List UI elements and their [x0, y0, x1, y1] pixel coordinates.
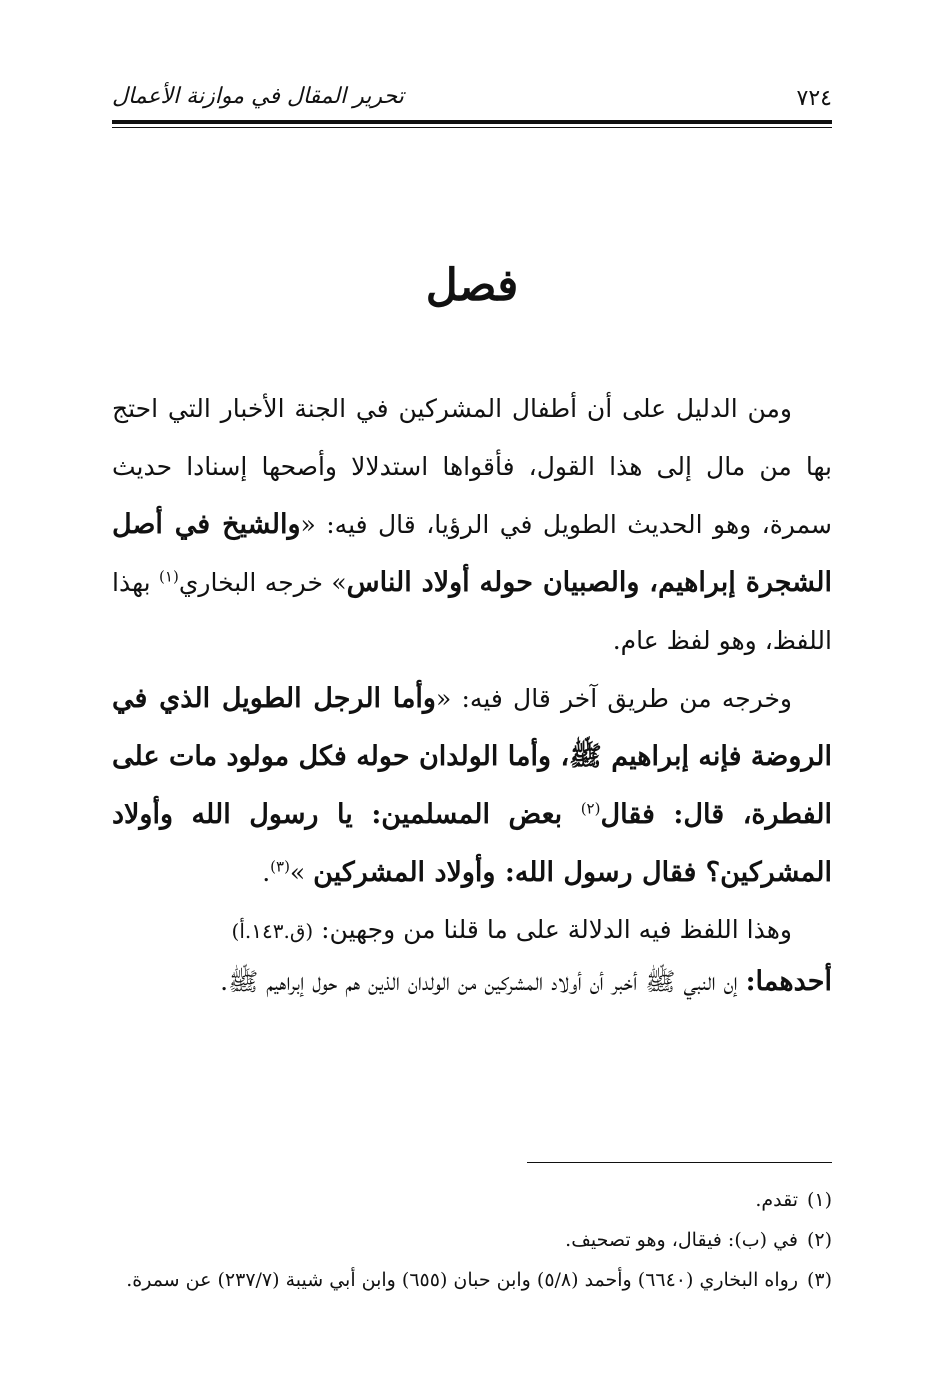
paragraph-1-text-b: » خرجه البخاري [178, 568, 347, 597]
footnote-1-text: تقدم. [755, 1189, 798, 1211]
footnote-2-number: (٢) [806, 1229, 832, 1251]
paragraph-4-lead: أحدهما: [745, 966, 832, 997]
main-text [112, 380, 832, 1011]
paragraph-3-text: وهذا اللفظ فيه الدلالة على ما قلنا من وجهين: [313, 915, 792, 944]
footnote-rule [527, 1162, 832, 1163]
paragraph-1-quote: والشيخ في أصل الشجرة إبراهيم، والصبيان حوله أولاد الناس [112, 509, 832, 598]
paragraph-2-text-a: وخرجه من طريق آخر قال فيه: « [435, 684, 792, 713]
header-rule-thin [112, 127, 832, 128]
footnote-3-text: رواه البخاري (٦٦٤٠) وأحمد (٥/٨) وابن حبان (٦٥٥) وابن أبي شيبة (٢٣٧/٧) عن سمرة. [126, 1269, 798, 1291]
footnotes [112, 1180, 832, 1300]
footnote-marker-3: (٣) [270, 857, 290, 876]
paragraph-2 [112, 670, 832, 902]
footnote-1 [112, 1180, 832, 1220]
footnote-marker-2: (٢) [580, 799, 601, 818]
header-rule-thick [112, 120, 832, 124]
paragraph-4-text: إن النبي ﷺ أخبر أن أولاد المشركين من الولدان الذين هم حول إبراهيم ﷺ. [220, 967, 746, 996]
page-number: ٧٢٤ [796, 86, 832, 111]
paragraph-1 [112, 380, 832, 670]
footnote-2-text: في (ب): فيقال، وهو تصحيف. [565, 1229, 798, 1251]
paragraph-2-text-b: » [289, 858, 314, 887]
paragraph-1-text-c: بهذا اللفظ، وهو لفظ عام. [112, 568, 832, 655]
manuscript-reference: (ق.١٤٣.أ) [231, 919, 314, 943]
footnote-2 [112, 1220, 832, 1260]
paragraph-3 [112, 908, 832, 953]
footnote-3 [112, 1260, 832, 1300]
footnote-marker-1: (١) [159, 567, 179, 586]
paragraph-4 [112, 953, 832, 1011]
paragraph-1-text-a: ومن الدليل على أن أطفال المشركين في الجنة الأخبار التي احتج بها من مال إلى هذا القول، فأقواها استدلالا وأصحها إسنادا حديث سمرة، وهو الحديث الطويل في الرؤيا، قال فيه: « [112, 394, 833, 539]
page-header [112, 82, 832, 118]
paragraph-2-text-c: . [262, 858, 271, 887]
paragraph-2-quote-b: بعض المسلمين: يا رسول الله وأولاد المشركين؟ فقال رسول الله: وأولاد المشركين [112, 799, 832, 888]
section-title: فصل [425, 260, 519, 311]
footnote-3-number: (٣) [806, 1269, 832, 1291]
paragraph-2-quote-a: وأما الرجل الطويل الذي في الروضة فإنه إبراهيم ﷺ، وأما الولدان حوله فكل مولود مات على الفطرة، قال: فقال [112, 683, 832, 830]
running-title: تحرير المقال في موازنة الأعمال [112, 84, 404, 109]
footnote-1-number: (١) [806, 1189, 832, 1211]
